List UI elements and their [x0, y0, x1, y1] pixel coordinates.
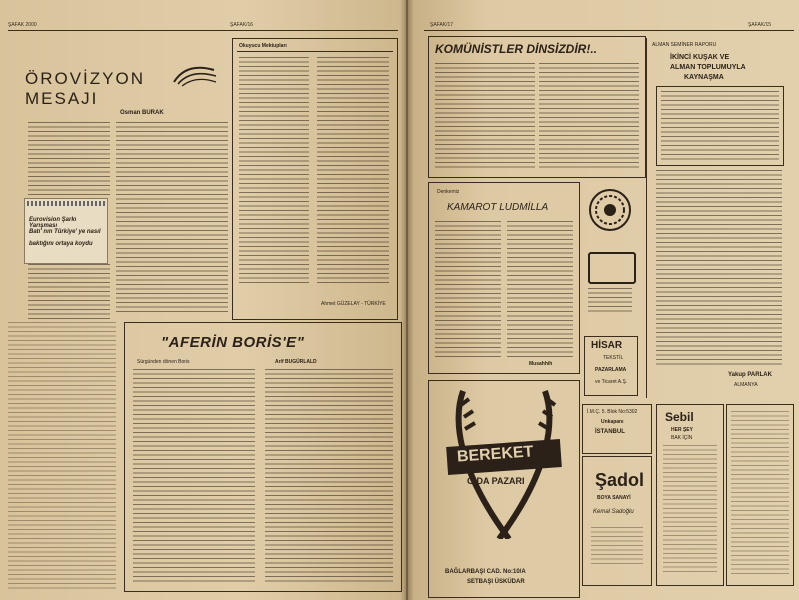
- aferin-boris-subtitle: Sürgünden dönen Boris: [137, 359, 190, 365]
- page-gutter: [400, 0, 414, 600]
- article-title-line1: ÖROVİZYON: [25, 69, 146, 88]
- aferin-boris-box: [124, 322, 402, 592]
- hisar-ad: [584, 336, 638, 396]
- right-ad-column: [726, 404, 794, 586]
- bereket-addr1: BAĞLARBAŞI CAD. No:10/A: [445, 569, 526, 575]
- bereket-sub: GIDA PAZARI: [467, 476, 525, 486]
- kamarot-box: [428, 182, 580, 374]
- ikinci-kusak-kicker: ALMAN SEMİNER RAPORU: [652, 42, 717, 48]
- sebil-ad: [656, 404, 724, 586]
- ikinci-kusak-location: ALMANYA: [734, 382, 758, 388]
- article-title-line2: MESAJI: [25, 89, 99, 108]
- unkapani-line2: Unkapanı: [601, 419, 624, 425]
- unkapani-line3: İSTANBUL: [595, 429, 625, 435]
- running-head-right: ŞAFAK/15: [748, 22, 772, 28]
- article-author: Osman BURAK: [120, 110, 164, 116]
- running-head-center-right: ŞAFAK/17: [430, 22, 454, 28]
- hisar-name: HİSAR: [591, 340, 623, 351]
- reader-letters-signature: Ahmet GÜZELAY - TÜRKİYE: [321, 301, 386, 307]
- running-head-left: ŞAFAK 2000: [8, 22, 37, 28]
- ikinci-kusak-author: Yakup PARLAK: [728, 372, 772, 378]
- swirl-logo-icon: [170, 62, 220, 90]
- hisar-line3: ve Ticaret A.Ş.: [595, 379, 628, 385]
- ikinci-kusak-title-line1: İKİNCİ KUŞAK VE: [670, 54, 730, 61]
- ikinci-kusak-title-line3: KAYNAŞMA: [684, 74, 724, 81]
- komunistler-box: [428, 36, 646, 178]
- sebil-sub: HER ŞEY: [671, 427, 693, 433]
- sadol-name: Şadol: [595, 470, 645, 490]
- komunistler-title: KOMÜNİSTLER DİNSİZDİR!..: [435, 42, 597, 56]
- kamarot-kicker: Denkemiz: [437, 189, 460, 195]
- aferin-boris-title: "AFERİN BORİS'E": [161, 334, 305, 351]
- ikinci-kusak-title-line2: ALMAN TOPLUMUYLA: [670, 64, 746, 71]
- right-page: [408, 0, 799, 600]
- bereket-addr2: SETBAŞI ÜSKÜDAR: [467, 579, 525, 585]
- clipping-line3: baktığını ortaya koydu: [29, 241, 93, 247]
- clipping-line1: Eurovision Şarkı Yarışması: [29, 217, 77, 229]
- sebil-name: Sebil: [665, 410, 694, 424]
- aferin-boris-author: Arif BUGÜRLALD: [275, 359, 317, 365]
- hisar-line2: PAZARLAMA: [595, 367, 627, 373]
- sadol-ad: [582, 456, 652, 586]
- ikinci-kusak-article: [648, 38, 792, 398]
- reader-letters-title: Okuyucu Mektupları: [239, 43, 287, 49]
- small-logo-ad: [584, 248, 636, 320]
- kamarot-author: Musahhih: [529, 361, 553, 367]
- floral-ornament-icon: [586, 186, 634, 234]
- bereket-ad: [428, 380, 580, 598]
- reader-letters-box: [232, 38, 398, 320]
- unkapani-line1: İ.M.Ç. 5. Blok No:5302: [587, 409, 638, 415]
- hisar-line1: TEKSTİL: [603, 355, 624, 361]
- running-head-center: ŞAFAK/16: [230, 22, 254, 28]
- bereket-name: BEREKET: [456, 443, 534, 466]
- kamarot-title: KAMAROT LUDMİLLA: [447, 202, 549, 213]
- clipping-line2: Batı' nın Türkiye' ye nasıl: [29, 229, 101, 235]
- sadol-sub: BOYA SANAYİ: [597, 495, 631, 501]
- sebil-sub2: BAK İÇİN: [671, 435, 693, 441]
- unkapani-ad: [582, 404, 652, 454]
- clipping-box: [24, 198, 108, 264]
- sadol-owner: Kemal Sadoğlu: [593, 509, 634, 515]
